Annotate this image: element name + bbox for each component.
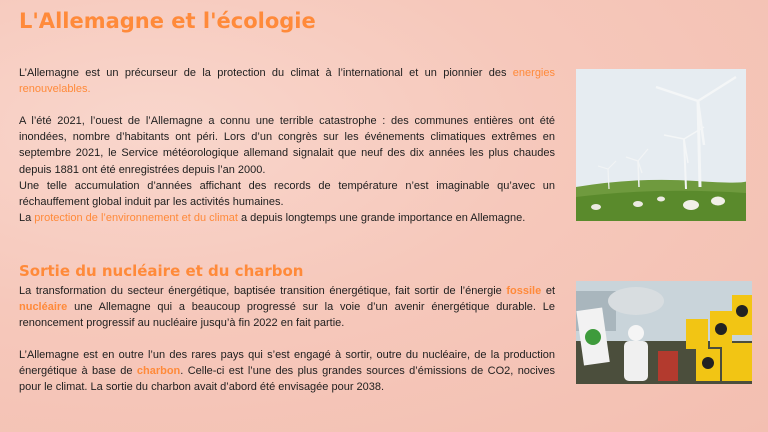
nuclear-highlight: nucléaire: [19, 301, 68, 314]
coal-paragraph: L’Allemagne est en outre l’un des rares pays qui s’est engagé à sortir, outre du nucléaire, de la production énergétique à base de charbon. Celle-ci est l’une des plus grandes sources d’émissions de CO2, nocives pour le climat. La sortie du charbon avait d’abord été envisagée pour 2038.: [19, 349, 555, 394]
intro-text: L’Allemagne est un précurseur de la protection du climat à l’international et un pionnier des: [19, 67, 513, 79]
protection-text: La protection de l’environnement et du climat a depuis longtemps une grande importance en Allemagne.: [19, 212, 526, 225]
page-title: L'Allemagne et l'écologie: [19, 9, 316, 33]
temperature-text: Une telle accumulation d’années affichant des records de température n’est imaginable qu’avec un réchauffement global induit par les activités humaines.: [19, 179, 555, 209]
transition-paragraph: La transformation du secteur énergétique, baptisée transition énergétique, fait sortir de l’énergie fossile et nucléaire une Allemagne qui a beaucoup progressé sur la voie d’un avenir énergétique durable. Le renoncement progressif au nucléaire jusqu’à fin 2022 en fait partie.: [19, 285, 555, 330]
climate-paragraph: [19, 113, 555, 226]
renewable-energies-highlight: energies renouvelables.: [19, 67, 555, 96]
protest-image: [576, 281, 752, 384]
intro-paragraph: [19, 65, 555, 97]
flood-text: A l’été 2021, l’ouest de l’Allemagne a connu une terrible catastrophe : des communes entières ont été inondées, nombre d’habitants ont péri. Lors d’un congrès sur les événements climatiques extrêmes en septembre 2021, le Service météorologique allemand signalait que neuf des dix années les plus chaudes depuis 1881 ont été enregistrées depuis l’an 2000.: [19, 115, 555, 176]
protection-highlight: protection de l’environnement et du climat: [34, 212, 238, 225]
coal-highlight: charbon: [136, 365, 181, 378]
fossil-highlight: fossile: [506, 285, 542, 297]
wind-turbines-image: [576, 69, 746, 221]
section-subtitle: Sortie du nucléaire et du charbon: [19, 262, 304, 280]
